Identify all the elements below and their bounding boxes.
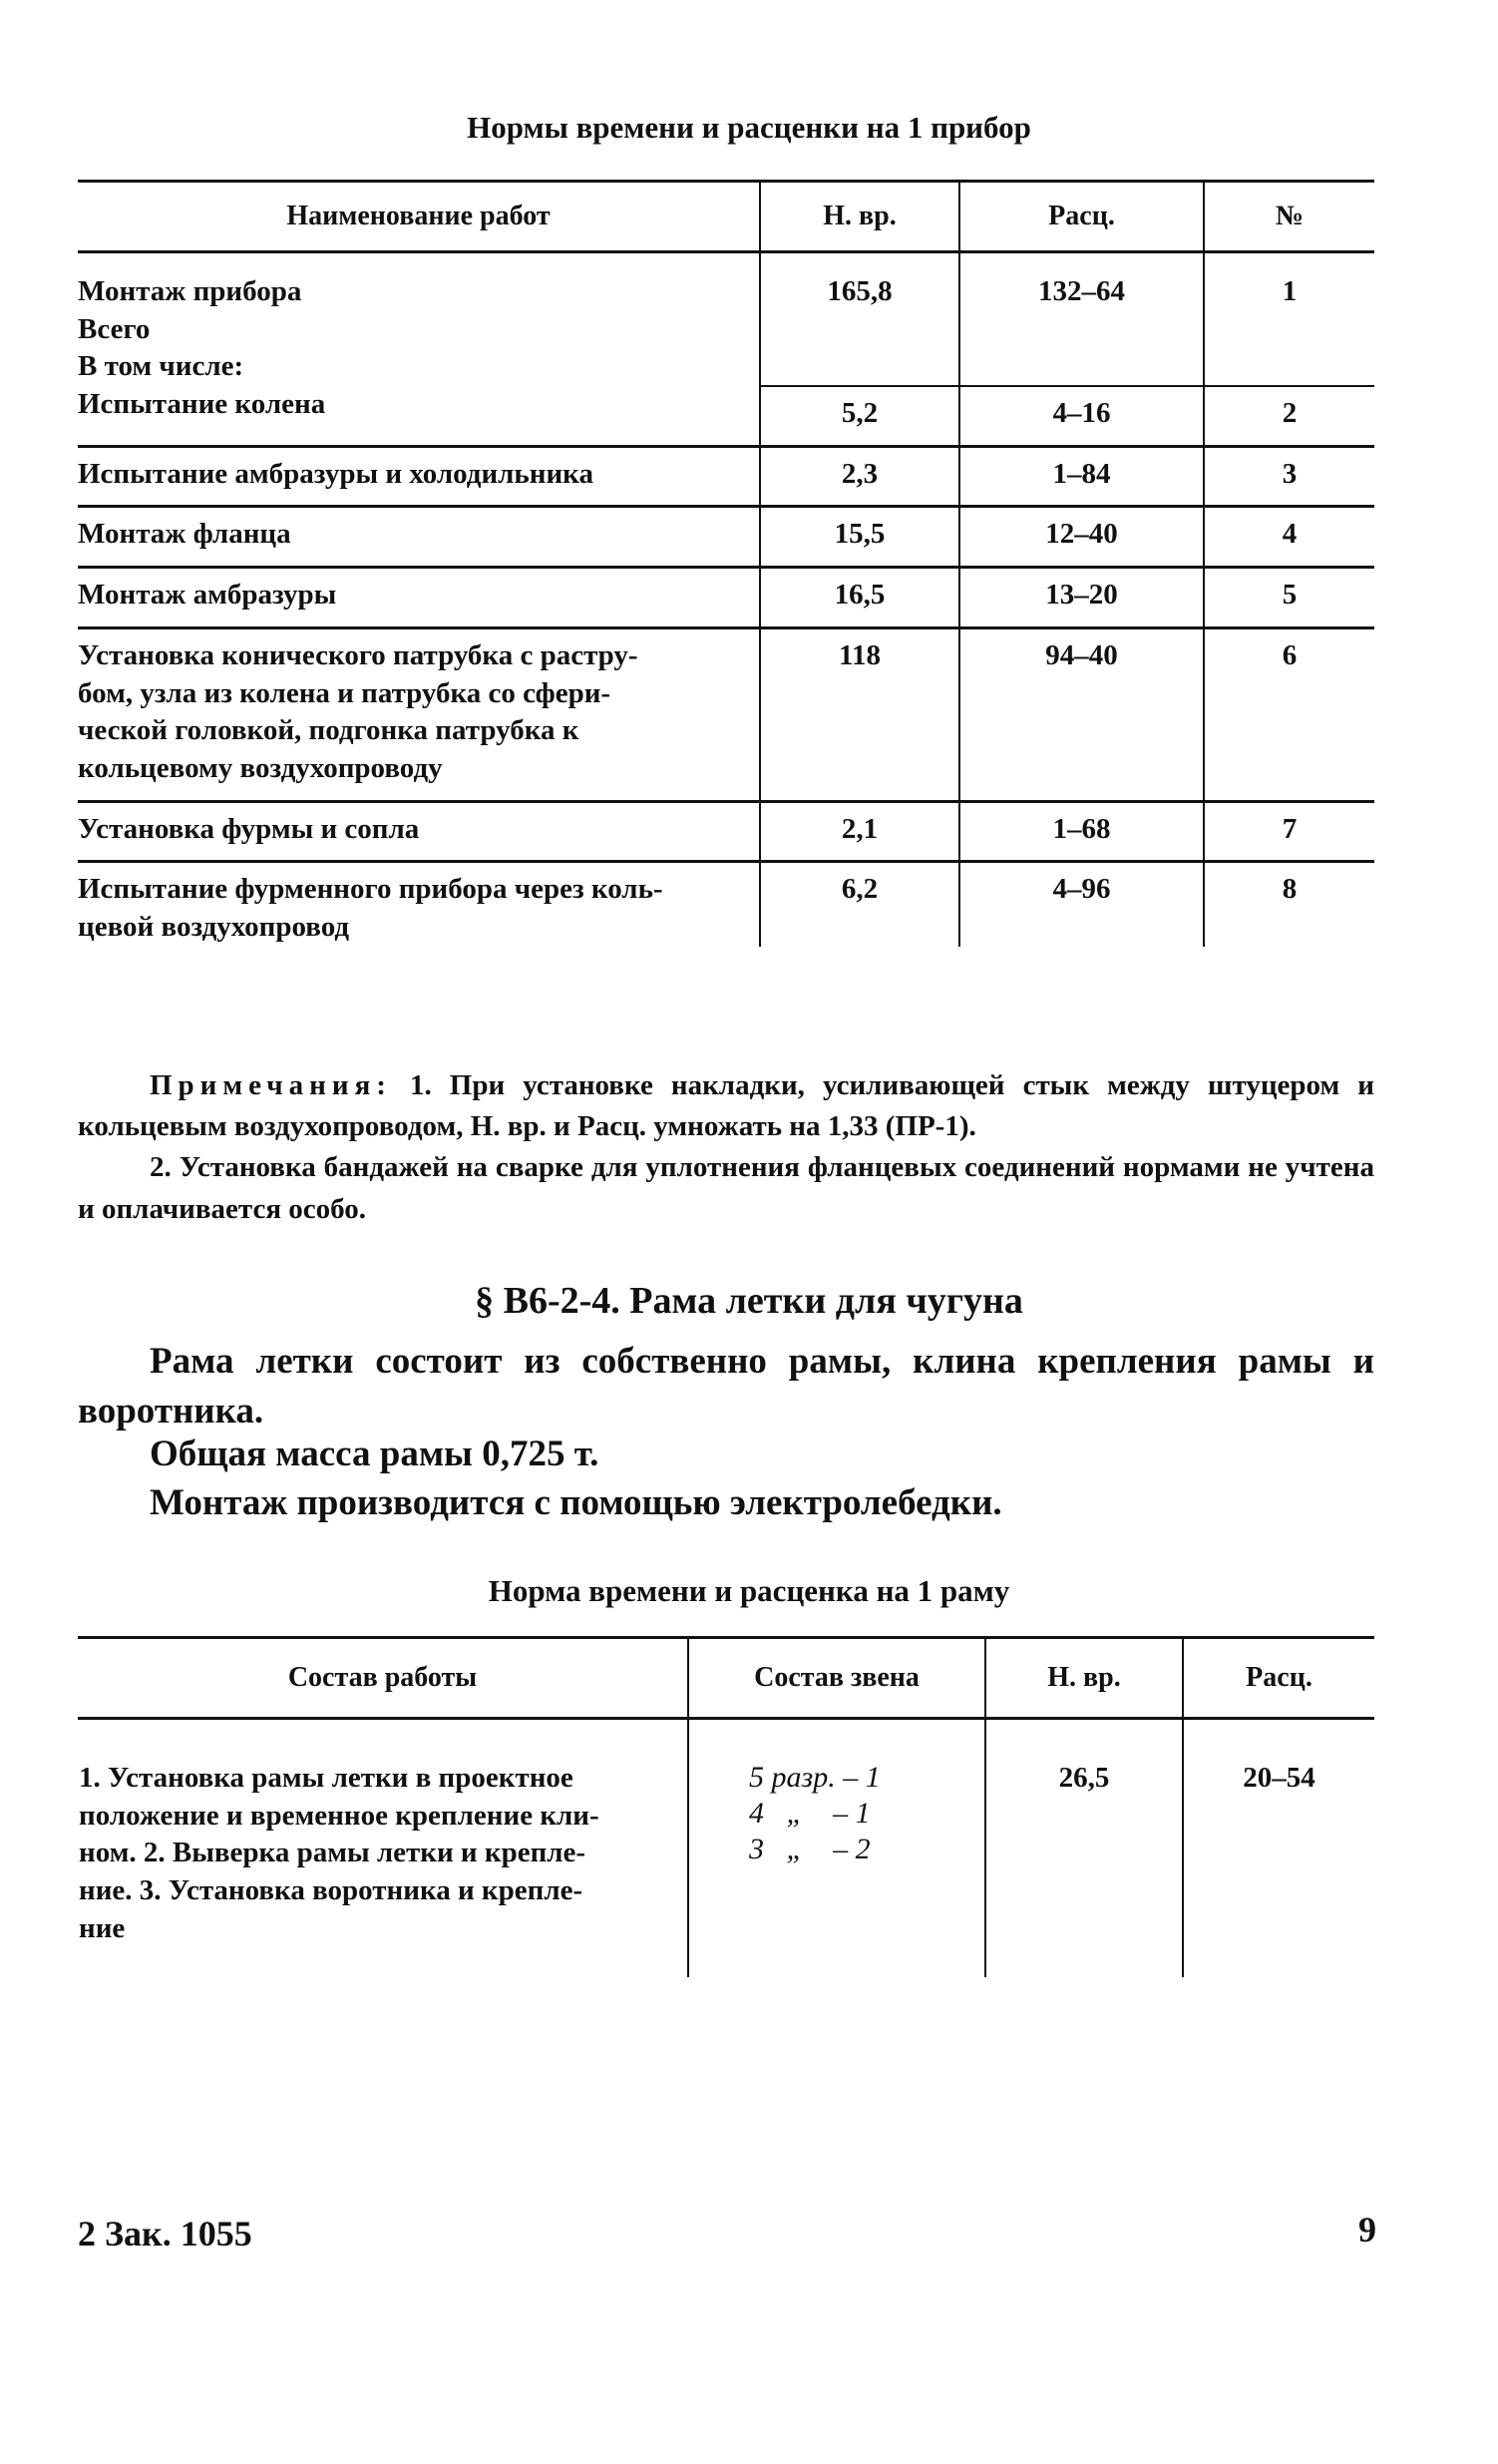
table-row bbox=[78, 386, 1374, 446]
notes-block bbox=[78, 1065, 1374, 1230]
table-header-row bbox=[78, 182, 1374, 252]
time-norm-cell: 26,5 bbox=[985, 1719, 1183, 1978]
note-2: 2. Установка бандажей на сварке для уплотнения фланцевых соединений нормами не учтена и оплачивается особо. bbox=[78, 1151, 1374, 1225]
number-cell: 6 bbox=[1204, 627, 1374, 801]
work-line: ние bbox=[79, 1911, 126, 1944]
row-name: Установка фурмы и сопла bbox=[78, 801, 760, 862]
name-line: бом, узла из колена и патрубка со сфери- bbox=[78, 676, 611, 709]
number-cell: 7 bbox=[1204, 801, 1374, 862]
table-header-row bbox=[78, 1638, 1374, 1719]
header-rate: Расц. bbox=[1183, 1638, 1374, 1719]
time-norm-cell: 165,8 bbox=[760, 252, 959, 387]
table-row bbox=[78, 862, 1374, 947]
rate-cell: 94–40 bbox=[959, 627, 1204, 801]
table-row bbox=[78, 627, 1374, 801]
number-cell: 5 bbox=[1204, 568, 1374, 628]
header-rate: Расц. bbox=[959, 182, 1204, 252]
note-1 bbox=[78, 1065, 1374, 1147]
name-line: Всего bbox=[78, 312, 151, 345]
frame-norm-table bbox=[78, 1636, 1374, 1977]
crew-line: 3 „ – 2 bbox=[749, 1833, 871, 1865]
work-line: ном. 2. Выверка рамы летки и крепле- bbox=[79, 1837, 586, 1869]
name-line: Монтаж прибора bbox=[78, 275, 302, 307]
number-cell: 3 bbox=[1204, 446, 1374, 507]
header-time-norm: Н. вр. bbox=[985, 1638, 1183, 1719]
crew-line: 4 „ – 1 bbox=[749, 1797, 871, 1830]
work-line: ние. 3. Установка воротника и крепле- bbox=[79, 1874, 583, 1907]
row-name bbox=[78, 252, 760, 387]
row-name bbox=[78, 386, 760, 446]
table-row bbox=[78, 568, 1374, 628]
row-name bbox=[78, 627, 760, 801]
time-norm-cell: 5,2 bbox=[760, 386, 959, 446]
name-line: Установка конического патрубка с растру- bbox=[78, 638, 638, 671]
note-1-text: 1. При установке накладки, усиливающей стык между штуцером и кольцевым воздухопроводом, Н. вр. и Расц. умножать на 1,33 (ПР-1). bbox=[78, 1069, 1374, 1143]
number-cell: 1 bbox=[1204, 252, 1374, 387]
crew-line: 5 разр. – 1 bbox=[749, 1761, 881, 1794]
header-work-name: Наименование работ bbox=[78, 182, 760, 252]
table-row bbox=[78, 446, 1374, 507]
header-number: № bbox=[1204, 182, 1374, 252]
norms-table bbox=[78, 180, 1374, 947]
name-line: ческой головкой, подгонка патрубка к bbox=[78, 714, 579, 747]
rate-cell: 13–20 bbox=[959, 568, 1204, 628]
table-row bbox=[78, 1719, 1374, 1978]
work-composition-cell bbox=[78, 1719, 688, 1978]
name-line: В том числе: bbox=[78, 350, 244, 383]
rate-cell: 4–16 bbox=[959, 386, 1204, 446]
time-norm-cell: 2,1 bbox=[760, 801, 959, 862]
name-line: Испытание фурменного прибора через коль- bbox=[78, 873, 663, 906]
table1-caption: Нормы времени и расценки на 1 прибор bbox=[467, 110, 1031, 145]
table-row bbox=[78, 801, 1374, 862]
section-paragraph-2: Общая масса рамы 0,725 т. bbox=[150, 1434, 599, 1474]
section-paragraph-3: Монтаж производится с помощью электролебедки. bbox=[150, 1482, 1002, 1523]
section-paragraph-1: Рама летки состоит из собственно рамы, клина крепления рамы и воротника. bbox=[78, 1341, 1374, 1432]
number-cell: 8 bbox=[1282, 873, 1298, 906]
row-name: Испытание амбразуры и холодильника bbox=[78, 446, 760, 507]
number-cell: 4 bbox=[1204, 507, 1374, 568]
section-title: § В6-2-4. Рама летки для чугуна bbox=[475, 1280, 1023, 1322]
time-norm-cell: 2,3 bbox=[760, 446, 959, 507]
work-line: положение и временное крепление кли- bbox=[79, 1799, 599, 1832]
work-line: 1. Установка рамы летки в проектное bbox=[79, 1762, 573, 1794]
header-work-composition: Состав работы bbox=[78, 1638, 688, 1719]
header-time-norm: Н. вр. bbox=[760, 182, 959, 252]
rate-cell: 1–68 bbox=[959, 801, 1204, 862]
rate-cell: 12–40 bbox=[959, 507, 1204, 568]
header-crew-composition: Состав звена bbox=[688, 1638, 985, 1719]
time-norm-cell: 15,5 bbox=[760, 507, 959, 568]
rate-cell: 20–54 bbox=[1243, 1762, 1315, 1794]
table2-caption: Норма времени и расценка на 1 раму bbox=[488, 1573, 1010, 1608]
time-norm-cell: 6,2 bbox=[760, 862, 959, 947]
name-line: Испытание колена bbox=[78, 388, 326, 421]
number-cell: 2 bbox=[1204, 386, 1374, 446]
row-name bbox=[78, 862, 760, 947]
row-name: Монтаж фланца bbox=[78, 507, 760, 568]
crew-composition-cell bbox=[688, 1719, 985, 1978]
notes-label: Примечания: bbox=[150, 1069, 392, 1101]
page-number: 9 bbox=[1358, 2210, 1376, 2250]
table-row bbox=[78, 252, 1374, 387]
time-norm-cell: 16,5 bbox=[760, 568, 959, 628]
rate-cell: 132–64 bbox=[959, 252, 1204, 387]
rate-cell: 4–96 bbox=[959, 862, 1204, 947]
name-line: кольцевому воздухопроводу bbox=[78, 751, 443, 784]
rate-cell: 1–84 bbox=[959, 446, 1204, 507]
row-name: Монтаж амбразуры bbox=[78, 568, 760, 628]
footer-order-number: 2 Зак. 1055 bbox=[78, 2214, 252, 2254]
time-norm-cell: 118 bbox=[760, 627, 959, 801]
name-line: цевой воздухопровод bbox=[78, 910, 350, 943]
table-row bbox=[78, 507, 1374, 568]
